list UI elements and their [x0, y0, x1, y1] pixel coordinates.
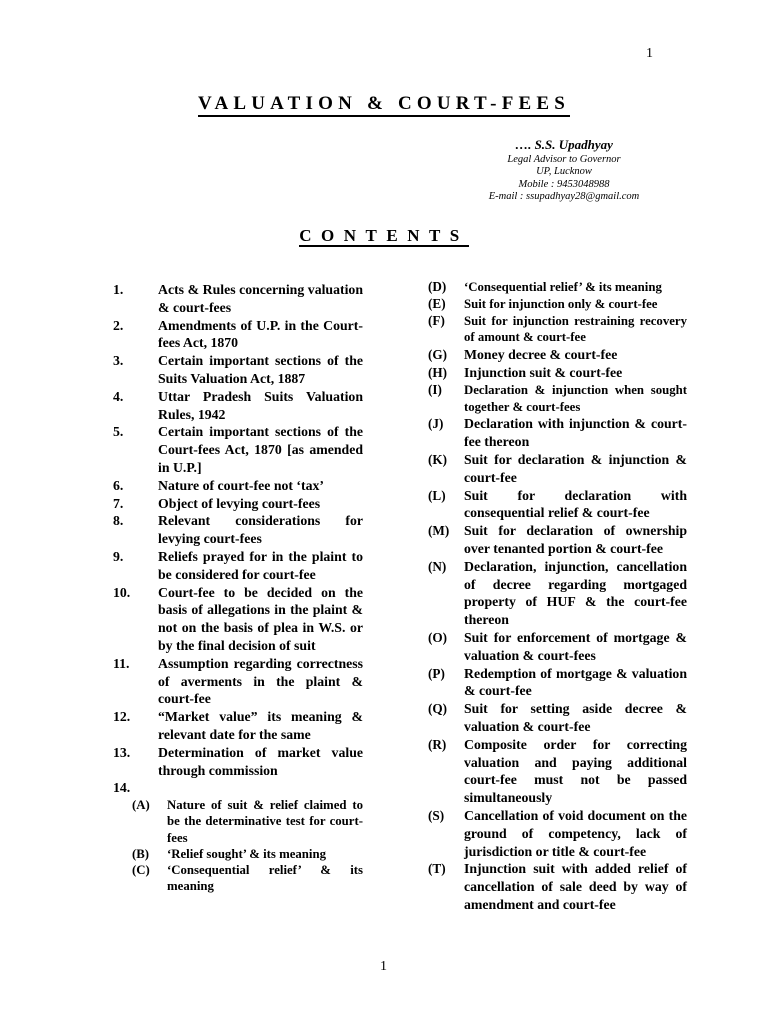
author-designation: Legal Advisor to Governor — [507, 154, 621, 165]
author-name: …. S.S. Upadhyay — [515, 137, 613, 152]
contents-item — [113, 352, 363, 388]
item-number: 11. — [113, 655, 130, 671]
subitem-text: Declaration with injunction & court-fee thereon — [464, 416, 687, 450]
contents-subitem — [428, 313, 687, 347]
document-title-text: VALUATION & COURT-FEES — [198, 93, 570, 117]
subitem-letter: (J) — [428, 416, 444, 432]
contents-subitem — [428, 522, 687, 558]
subitem-text: Injunction suit & court-fee — [464, 364, 623, 380]
subitem-letter: (P) — [428, 665, 445, 681]
subitem-text: Composite order for correcting valuation and paying additional court-fee must not be passed simultaneously — [464, 736, 687, 806]
item-number: 6. — [113, 477, 124, 493]
item-number: 13. — [113, 744, 131, 760]
item-number: 4. — [113, 388, 124, 404]
item-number: 12. — [113, 709, 131, 725]
contents-item — [113, 423, 363, 476]
contents-right-column — [428, 279, 687, 914]
contents-subitem — [428, 558, 687, 629]
subitem-text: Suit for injunction only & court-fee — [464, 296, 658, 311]
contents-item — [113, 655, 363, 708]
subitem-letter: (C) — [132, 862, 150, 877]
subitem-letter: (G) — [428, 347, 448, 363]
subitem-text: Suit for injunction restraining recovery of amount & court-fee — [464, 313, 687, 345]
contents-subitem — [132, 797, 363, 846]
contents-subitem — [428, 860, 687, 913]
item-text: “Market value” its meaning & relevant date for the same — [158, 709, 363, 742]
contents-heading — [0, 226, 768, 246]
contents-subitem — [428, 629, 687, 665]
author-mobile: Mobile : 9453048988 — [518, 178, 610, 190]
item-number: 9. — [113, 548, 124, 564]
item-text: Certain important sections of the Court-fees Act, 1870 [as amended in U.P.] — [158, 424, 363, 475]
contents-subitem — [428, 665, 687, 701]
subitem-text: Suit for setting aside decree & valuation & court-fee — [464, 701, 687, 734]
subitem-letter: (F) — [428, 312, 445, 328]
page-number-top: 1 — [646, 46, 653, 61]
contents-subitem — [428, 382, 687, 416]
subitem-letter: (B) — [132, 846, 150, 861]
contents-item — [113, 495, 363, 513]
contents-subitem — [132, 846, 363, 862]
item-number: 14. — [113, 780, 131, 796]
subitem-text: ‘Consequential relief’ & its meaning — [167, 862, 363, 894]
contents-item — [113, 708, 363, 744]
subitem-text: ‘Relief sought’ & its meaning — [167, 846, 326, 861]
subitem-letter: (T) — [428, 861, 446, 877]
item-text — [158, 779, 363, 797]
item-number: 8. — [113, 513, 124, 529]
contents-subitem — [428, 279, 687, 296]
item-number: 7. — [113, 495, 124, 511]
contents-subitem — [428, 487, 687, 523]
contents-item — [113, 388, 363, 424]
contents-heading-text: CONTENTS — [299, 226, 469, 245]
item-number: 2. — [113, 317, 124, 333]
contents-item — [113, 512, 363, 548]
subitem-letter: (A) — [132, 798, 150, 813]
subitem-letter: (O) — [428, 629, 448, 645]
contents-item — [113, 317, 363, 353]
subitem-text: Suit for enforcement of mortgage & valuation & court-fees — [464, 629, 687, 663]
author-email: E-mail : ssupadhyay28@gmail.com — [488, 190, 640, 202]
subitem-text: Suit for declaration & injunction & court-fee — [464, 451, 687, 485]
subitem-letter: (Q) — [428, 701, 448, 717]
contents-subitem — [428, 415, 687, 451]
item-number: 3. — [113, 353, 124, 369]
contents-item — [113, 744, 363, 780]
subitem-letter: (E) — [428, 295, 446, 311]
item-text: Amendments of U.P. in the Court-fees Act, 1870 — [158, 317, 363, 351]
item-text: Nature of court-fee not ‘tax’ — [158, 477, 325, 493]
subitem-text: Redemption of mortgage & valuation & court-fee — [464, 665, 687, 699]
author-location: UP, Lucknow — [536, 166, 592, 178]
document-title — [0, 93, 768, 115]
subitem-text: Cancellation of void document on the ground of competency, lack of jurisdiction or title & court-fee — [464, 807, 687, 859]
page-number-bottom: 1 — [380, 959, 387, 974]
contents-subitem — [428, 700, 687, 736]
item-number: 5. — [113, 424, 124, 440]
item-text: Acts & Rules concerning valuation & court-fees — [158, 282, 363, 315]
author-block — [478, 137, 650, 203]
subitem-text: Money decree & court-fee — [464, 347, 618, 363]
contents-left-column — [113, 281, 363, 894]
subitem-letter: (D) — [428, 279, 447, 294]
contents-subitem — [428, 451, 687, 487]
contents-subitem — [428, 346, 687, 364]
contents-subitem — [428, 736, 687, 807]
contents-item — [113, 584, 363, 655]
contents-item — [113, 779, 363, 797]
subitem-text: Suit for declaration of ownership over tenanted portion & court-fee — [464, 523, 687, 556]
subitem-letter: (N) — [428, 558, 447, 574]
item-text: Reliefs prayed for in the plaint to be considered for court-fee — [158, 548, 363, 582]
item-text: Uttar Pradesh Suits Valuation Rules, 1942 — [158, 388, 363, 422]
contents-item — [113, 548, 363, 584]
subitem-text: Injunction suit with added relief of cancellation of sale deed by way of amendment and court-fee — [464, 861, 687, 912]
subitem-text: Declaration, injunction, cancellation of decree regarding mortgaged property of HUF & the court-fee thereon — [464, 558, 687, 628]
subitem-letter: (S) — [428, 807, 445, 823]
subitem-letter: (L) — [428, 487, 446, 503]
contents-subitem — [132, 862, 363, 894]
subitem-letter: (H) — [428, 364, 448, 380]
subitem-letter: (R) — [428, 736, 447, 752]
subitem-letter: (K) — [428, 451, 448, 467]
item-text: Determination of market value through commission — [158, 744, 363, 778]
subitem-letter: (M) — [428, 523, 450, 539]
item-number: 1. — [113, 282, 124, 297]
item-text: Object of levying court-fees — [158, 495, 321, 511]
subitem-text: ‘Consequential relief’ & its meaning — [464, 280, 662, 294]
contents-subitem — [428, 296, 687, 313]
contents-subitem — [428, 364, 687, 382]
contents-item — [113, 281, 363, 317]
contents-subitem — [428, 807, 687, 860]
subitem-letter: (I) — [428, 381, 442, 397]
item-text: Assumption regarding correctness of averments in the plaint & court-fee — [158, 655, 363, 707]
subitem-text: Nature of suit & relief claimed to be the determinative test for court-fees — [167, 798, 363, 845]
item-text: Relevant considerations for levying court-fees — [158, 513, 363, 547]
subitem-text: Declaration & injunction when sought together & court-fees — [464, 382, 687, 414]
item-number: 10. — [113, 584, 131, 600]
subitem-text: Suit for declaration with consequential relief & court-fee — [464, 487, 687, 521]
item-text: Certain important sections of the Suits Valuation Act, 1887 — [158, 353, 363, 386]
contents-item — [113, 477, 363, 495]
item-text: Court-fee to be decided on the basis of allegations in the plaint & not on the basis of plea in W.S. or by the final decision of suit — [158, 584, 363, 653]
